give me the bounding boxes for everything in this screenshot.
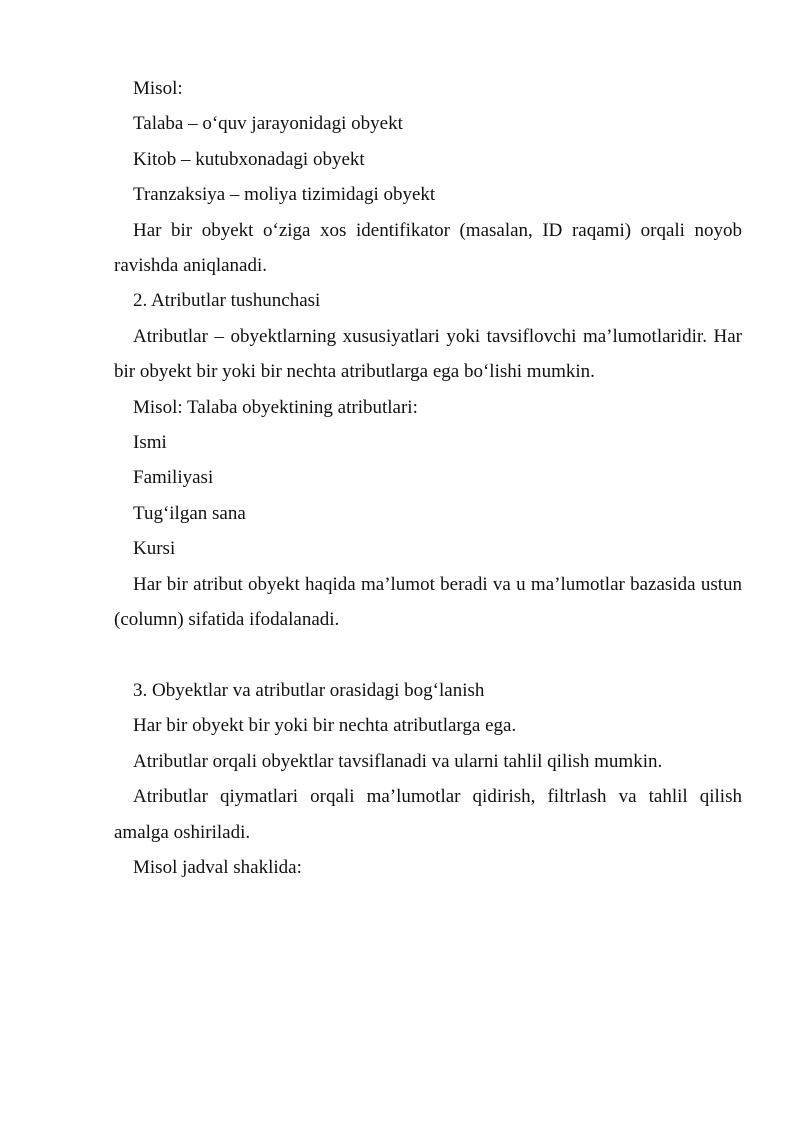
list-item-familiyasi: Familiyasi [133,467,214,489]
paragraph-identifier: Har bir obyekt o‘ziga xos identifikator (masalan, ID raqami) orqali noyob ravishda aniqlanadi. [114,219,742,277]
list-item-kursi: Kursi [133,538,176,560]
paragraph-atributlar-definition: Atributlar – obyektlarning xususiyatlari yoki tavsiflovchi ma’lumotlaridir. Har bir obyekt bir yoki bir nechta atributlarga ega bo‘lishi mumkin. [114,325,742,383]
list-item-tugilgan-sana: Tug‘ilgan sana [133,502,246,524]
paragraph-misol-label: Misol: [133,78,183,99]
section-heading-boglanish: 3. Obyektlar va atributlar orasidagi bog‘lanish [133,679,485,701]
paragraph-boglanish-2: Atributlar orqali obyektlar tavsiflanadi va ularni tahlil qilish mumkin. [133,750,663,772]
blank-line [114,638,742,673]
list-item-ismi: Ismi [133,432,167,454]
paragraph-example-tranzaksiya: Tranzaksiya – moliya tizimidagi obyekt [133,184,436,206]
paragraph-example-kitob: Kitob – kutubxonadagi obyekt [133,148,365,170]
document-body [114,71,742,885]
paragraph-example-talaba: Talaba – o‘quv jarayonidagi obyekt [133,113,403,135]
paragraph-misol-talaba-atributlari: Misol: Talaba obyektining atributlari: [133,396,418,418]
paragraph-misol-jadval: Misol jadval shaklida: [133,856,302,878]
paragraph-atribut-column: Har bir atribut obyekt haqida ma’lumot beradi va u ma’lumotlar bazasida ustun (column) sifatida ifodalanadi. [114,573,742,631]
paragraph-boglanish-1: Har bir obyekt bir yoki bir nechta atributlarga ega. [133,715,517,737]
section-heading-atributlar: 2. Atributlar tushunchasi [133,290,321,312]
paragraph-boglanish-3: Atributlar qiymatlari orqali ma’lumotlar qidirish, filtrlash va tahlil qilish amalga oshiriladi. [114,786,742,843]
